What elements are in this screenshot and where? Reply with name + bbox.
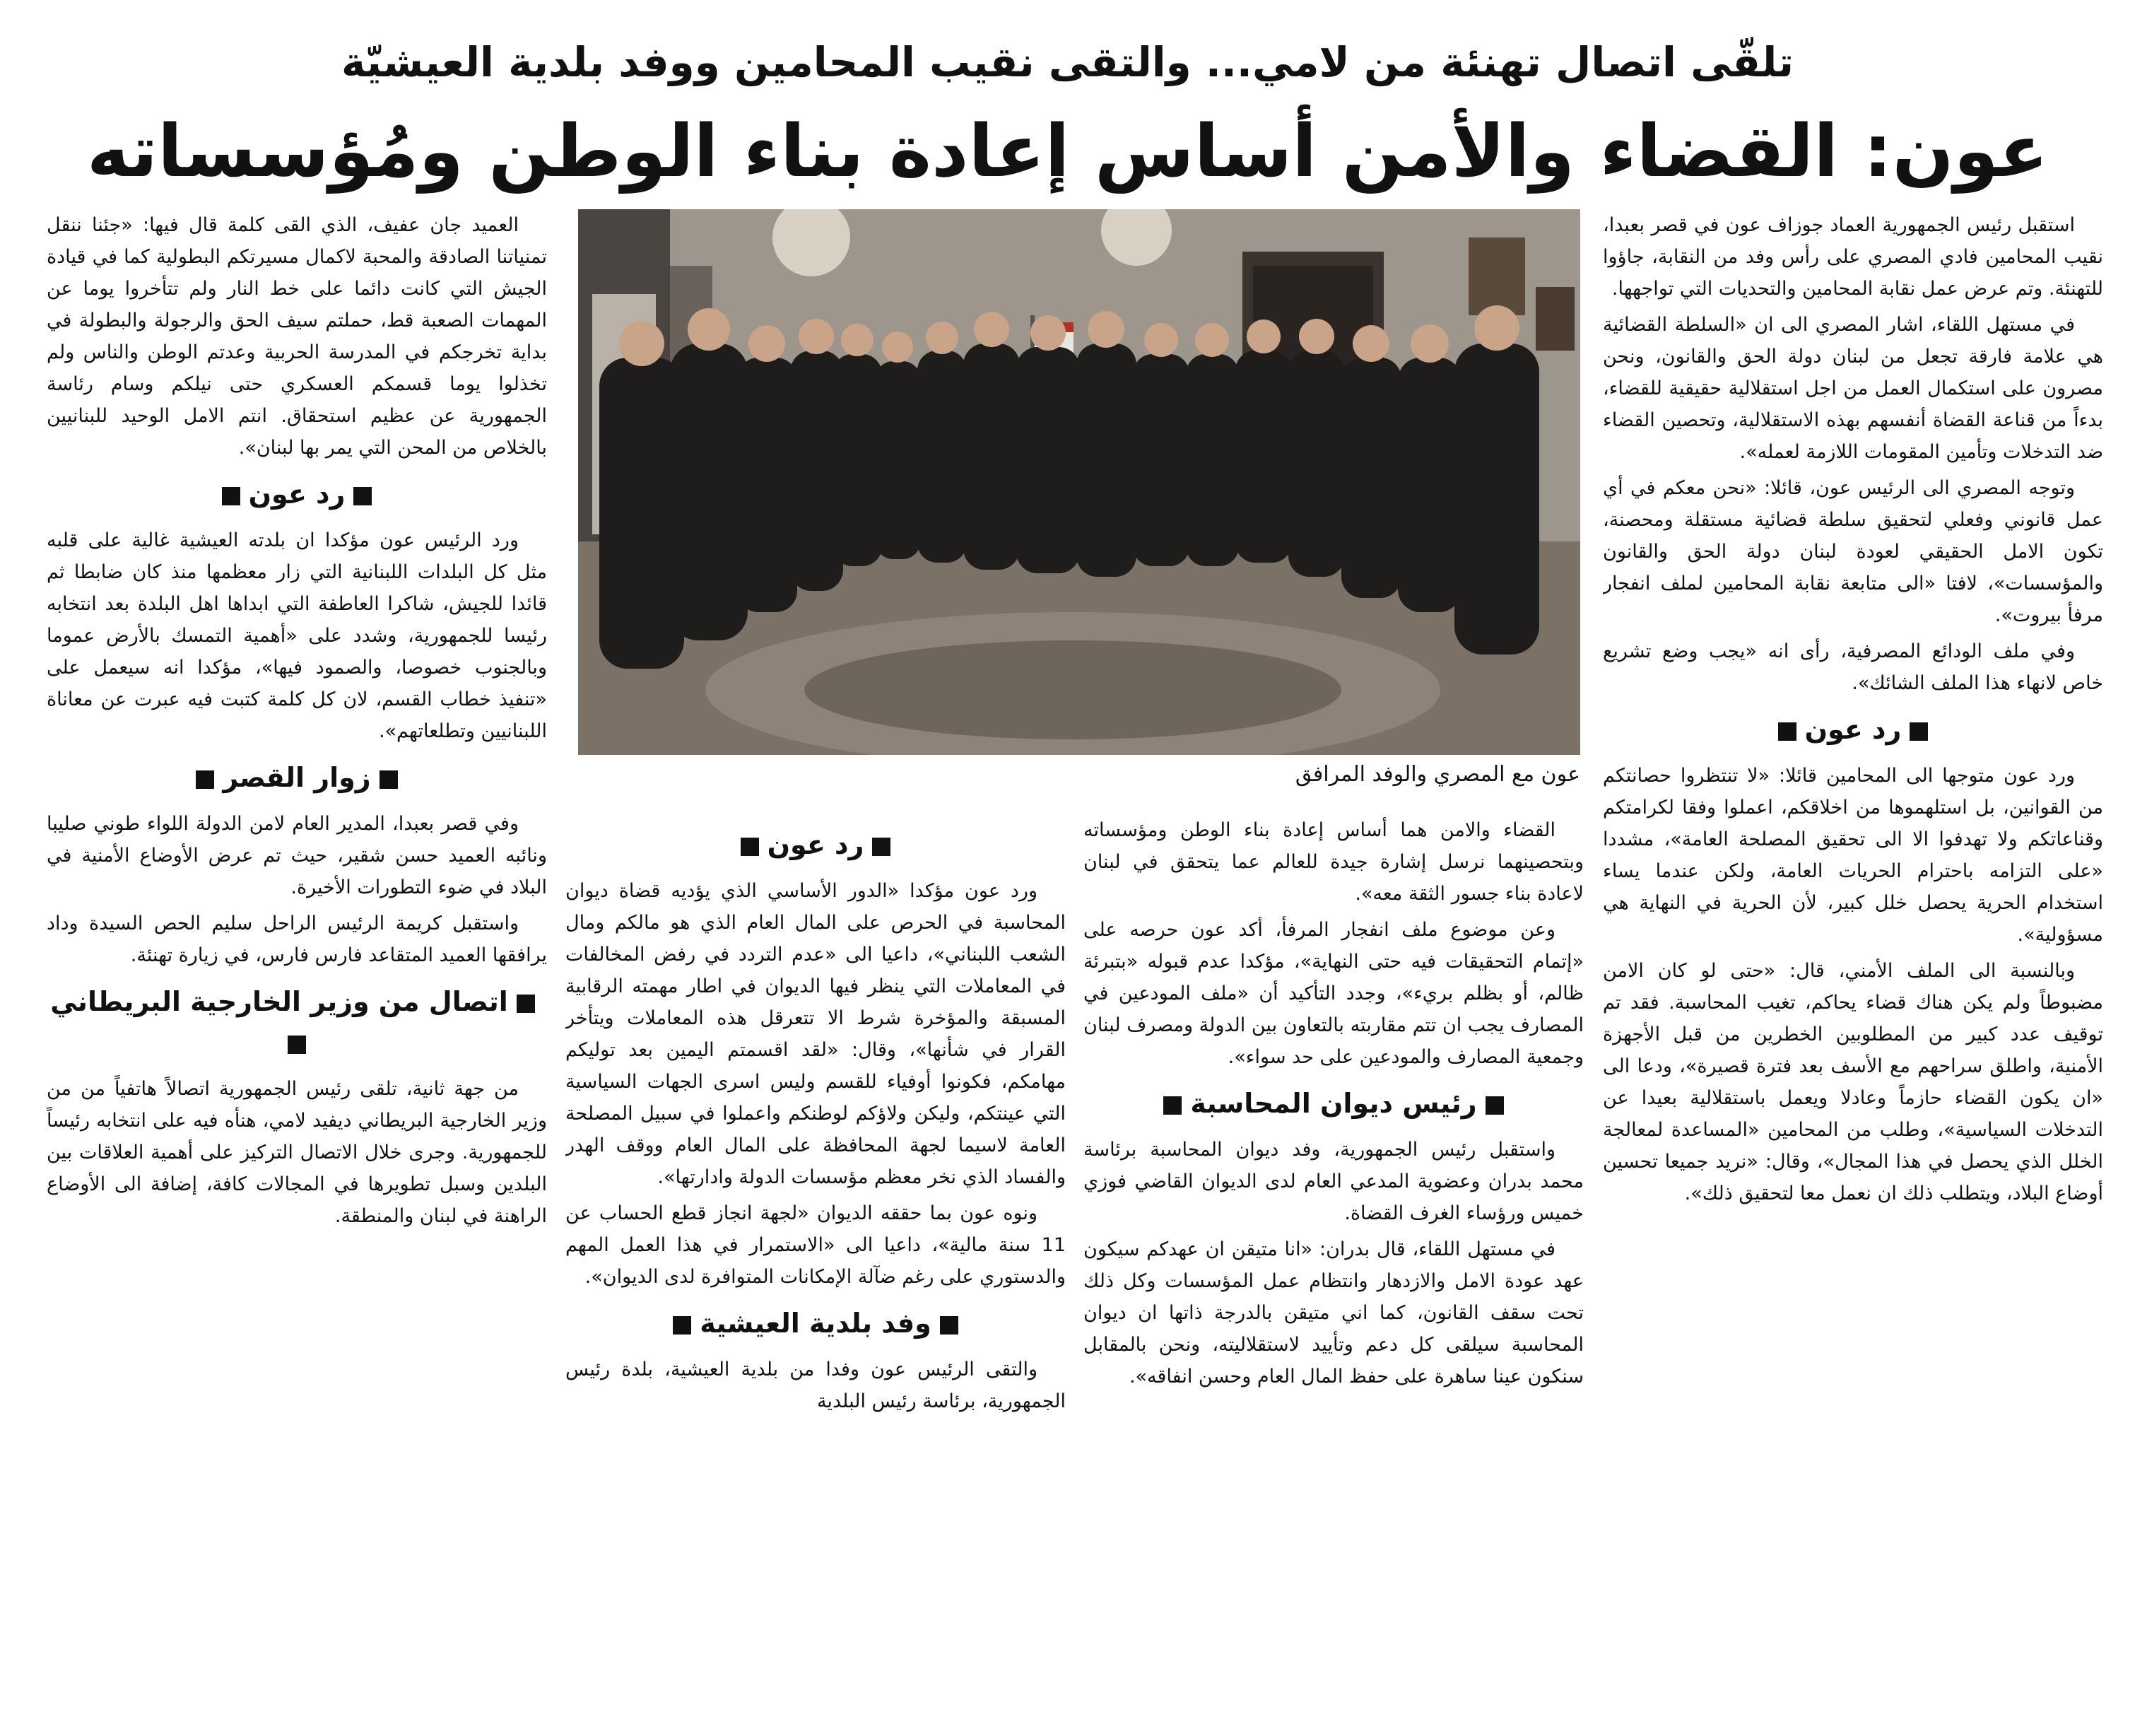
square-bullet-icon xyxy=(353,487,372,505)
subheading xyxy=(47,757,547,798)
subheading-text: رد عون xyxy=(1804,714,1902,745)
subheading xyxy=(565,1303,1066,1344)
group-photo xyxy=(578,209,1580,755)
square-bullet-icon xyxy=(196,770,214,789)
square-bullet-icon xyxy=(222,487,240,505)
subheading xyxy=(1083,1083,1584,1124)
subheading-text: اتصال من وزير الخارجية البريطاني xyxy=(50,986,508,1017)
paragraph: واستقبل كريمة الرئيس الراحل سليم الحص السيدة وداد يرافقها العميد المتقاعد فارس فارس، في زيارة تهنئة. xyxy=(47,913,547,966)
paragraph: ورد عون مؤكدا «الدور الأساسي الذي يؤديه قضاة ديوان المحاسبة في الحرص على المال العام الذي هو مالكم ومال الشعب اللبناني»، داعيا الى «عدم التردد في رفض المخالفات في المعاملات التي ينظر فيها الديوان في اطار مهمته الرقابية المسبقة والمؤخرة شرط الا تتعرقل هذه المعاملات ويتأخر القرار في شأنها»، وقال: «لقد اقسمتم اليمين بعد توليكم مهامكم، فكونوا أوفياء للقسم وليس اسرى الجهات السياسية التي عينتكم، وليكن ولاؤكم لوطنكم واعملوا في سبيل المصلحة العامة لاسيما لجهة المحافظة على المال العام ووقف الهدر والفساد الذي نخر معظم مؤسسات الدولة وادارتها». xyxy=(565,880,1066,1188)
article-headline: عون: القضاء والأمن أساس إعادة بناء الوطن ومُؤسساته xyxy=(86,110,2049,194)
square-bullet-icon xyxy=(380,770,398,789)
paragraph: استقبل رئيس الجمهورية العماد جوزاف عون في قصر بعبدا، نقيب المحامين فادي المصري على رأس وفد من النقابة، جاؤوا للتهنئة. وتم عرض عمل نقابة المحامين والتحديات التي تواجهها. xyxy=(1603,214,2103,300)
subheading xyxy=(565,824,1066,865)
paragraph: من جهة ثانية، تلقى رئيس الجمهورية اتصالاً هاتفياً من من وزير الخارجية البريطاني ديفيد لامي، هنأه فيه على انتخابه رئيساً للجمهورية. وجرى خلال الاتصال التركيز على أهمية العلاقات بين البلدين وسبل تطويرها في المجالات كافة، إضافة الى الأوضاع الراهنة في لبنان والمنطقة. xyxy=(47,1078,547,1227)
photo-caption: عون مع المصري والوفد المرافق xyxy=(1295,762,1580,787)
square-bullet-icon xyxy=(1486,1096,1504,1115)
square-bullet-icon xyxy=(741,838,759,856)
subheading-text: رئيس ديوان المحاسبة xyxy=(1190,1088,1477,1119)
subheading xyxy=(47,981,547,1063)
paragraph: وبالنسبة الى الملف الأمني، قال: «حتى لو كان الامن مضبوطاً ولم يكن هناك قضاء يحاكم، تغيب المحاسبة. فقد تم توقيف عدد كبير من المطلوبين الخطرين من قبل الأجهزة الأمنية، واطلق سراحهم مع الأسف بعد فترة قصيرة»، ودعا الى «ان يكون القضاء حازماً وعادلا ويعمل باستقلالية بعيدا عن التدخلات السياسية»، وطلب من المحامين «المساعدة لمعالجة الخلل الذي يحصل في هذا المجال»، وقال: «نريد جميعا تحسين أوضاع البلاد، ويتطلب ذلك ان نعمل معا لتحقيق ذلك». xyxy=(1603,960,2103,1204)
paragraph: وتوجه المصري الى الرئيس عون، قائلا: «نحن معكم في أي عمل قانوني وفعلي لتحقيق سلطة قضائية مستقلة ومحصنة، تكون الامل الحقيقي لعودة لبنان دولة الحق والقانون والمؤسسات»، لافتا «الى متابعة نقابة المحامين لملف انفجار مرفأ بيروت». xyxy=(1603,477,2103,626)
paragraph: والتقى الرئيس عون وفدا من بلدية العيشية، بلدة رئيس الجمهورية، برئاسة رئيس البلدية xyxy=(565,1359,1066,1412)
paragraph: في مستهل اللقاء، قال بدران: «انا متيقن ان عهدكم سيكون عهد عودة الامل والازدهار وانتظام عمل المؤسسات وكل ذلك تحت سقف القانون، كما اني متيقن بالدرجة ذاتها ان ديوان المحاسبة سيلقى كل دعم وتأييد لاستقلاليته، ونحن بالمقابل سنكون عينا ساهرة على حفظ المال العام وحسن انفاقه». xyxy=(1083,1238,1584,1388)
subheading-text: رد عون xyxy=(767,829,864,860)
subheading xyxy=(1603,709,2103,750)
article-kicker: تلقّى اتصال تهنئة من لامي... والتقى نقيب المحامين ووفد بلدية العيشيّة xyxy=(341,38,1794,86)
article-column-4 xyxy=(47,209,547,1706)
square-bullet-icon xyxy=(517,995,535,1013)
paragraph: ونوه عون بما حققه الديوان «لجهة انجاز قطع الحساب عن 11 سنة مالية»، داعيا الى «الاستمرار في هذا العمل المهم والدستوري على رغم ضآلة الإمكانات المتوافرة لدى الديوان». xyxy=(565,1202,1066,1288)
paragraph: ورد عون متوجها الى المحامين قائلا: «لا تنتظروا حصانتكم من القوانين، بل استلهموها من اخلاقكم، اعملوا وفقا لكرامتكم وقناعاتكم ولا تهدفوا الا الى تحقيق المصلحة العامة»، مشددا «على التزامه باحترام الحريات العامة، ولكن عندما يساء استخدام الحرية يحصل خلل كبير، لأن الحرية في النهاية هي مسؤولية». xyxy=(1603,765,2103,946)
subheading-text: زوار القصر xyxy=(223,762,371,793)
paragraph: واستقبل رئيس الجمهورية، وفد ديوان المحاسبة برئاسة محمد بدران وعضوية المدعي العام لدى الديوان القاضي فوزي خميس ورؤساء الغرف القضاة. xyxy=(1083,1139,1584,1224)
subheading-text: رد عون xyxy=(248,479,346,510)
paragraph: العميد جان عفيف، الذي القى كلمة قال فيها: «جئنا ننقل تمنياتنا الصادقة والمحبة لاكمال مسيرتكم البطولية كما في قيادة الجيش التي كانت دائما على خط النار ولم تتأخروا يوما عن المهمات الصعبة قط، حملتم سيف الحق والرجولة والبطولة في بداية تخرجكم في المدرسة الحربية وعدتم الوطن والناس ولم تخذلوا يوما قسمكم العسكري حتى نيلكم وسام رئاسة الجمهورية عن عظيم استحقاق. انتم الامل الوحيد للبنانيين بالخلاص من المحن التي يمر بها لبنان». xyxy=(47,214,547,459)
paragraph: القضاء والامن هما أساس إعادة بناء الوطن ومؤسساته وبتحصينهما نرسل إشارة جيدة للعالم عما يتحقق في لبنان لاعادة بناء جسور الثقة معه». xyxy=(1083,819,1584,905)
subheading xyxy=(47,474,547,515)
paragraph: ورد الرئيس عون مؤكدا ان بلدته العيشية غالية على قلبه مثل كل البلدات اللبنانية التي زار معظمها منذ كان ضابطا ثم قائدا للجيش، شاكرا العاطفة التي ابداها اهل البلدة بعد انتخابه رئيسا للجمهورية، وشدد على «أهمية التمسك بالأرض عموما وبالجنوب خصوصا، والصمود فيها»، مؤكدا انه سيعمل على «تنفيذ خطاب القسم، لان كل كلمة كتبت فيه عبرت عن معاناة اللبنانيين وتطلعاتهم». xyxy=(47,529,547,742)
article-column-2 xyxy=(1083,814,1584,1706)
subheading-text: وفد بلدية العيشية xyxy=(700,1308,931,1339)
square-bullet-icon xyxy=(940,1316,958,1335)
article-column-3 xyxy=(565,814,1066,1706)
group-photo-image xyxy=(578,209,1580,755)
paragraph: وفي ملف الودائع المصرفية، رأى انه «يجب وضع تشريع خاص لانهاء هذا الملف الشائك». xyxy=(1603,640,2103,694)
square-bullet-icon xyxy=(1910,722,1928,741)
article-column-1 xyxy=(1603,209,2103,1706)
paragraph: وفي قصر بعبدا، المدير العام لامن الدولة اللواء طوني صليبا ونائبه العميد حسن شقير، حيث تم عرض الأوضاع الأمنية في البلاد في ضوء التطورات الأخيرة. xyxy=(47,813,547,898)
square-bullet-icon xyxy=(1778,722,1796,741)
square-bullet-icon xyxy=(288,1036,306,1054)
paragraph: وعن موضوع ملف انفجار المرفأ، أكد عون حرصه على «إتمام التحقيقات فيه حتى النهاية»، مؤكدا عدم قبوله «بتبرئة ظالم، أو بظلم بريء»، وجدد التأكيد أن «ملف المودعين في المصارف يجب ان تتم مقاربته بالتعاون بين الدولة ومصرف لبنان وجمعية المصارف والمودعين على حد سواء». xyxy=(1083,919,1584,1068)
square-bullet-icon xyxy=(673,1316,691,1335)
paragraph: في مستهل اللقاء، اشار المصري الى ان «السلطة القضائية هي علامة فارقة تجعل من لبنان دولة الحق والقانون، ونحن مصرون على استكمال العمل من اجل استقلالية حقيقية للقضاء، بدءاً من قناعة القضاة أنفسهم بهذه الاستقلالية، وتحصين القضاء ضد التدخلات وتأمين المقومات اللازمة لعمله». xyxy=(1603,314,2103,463)
square-bullet-icon xyxy=(872,838,890,856)
square-bullet-icon xyxy=(1163,1096,1182,1115)
